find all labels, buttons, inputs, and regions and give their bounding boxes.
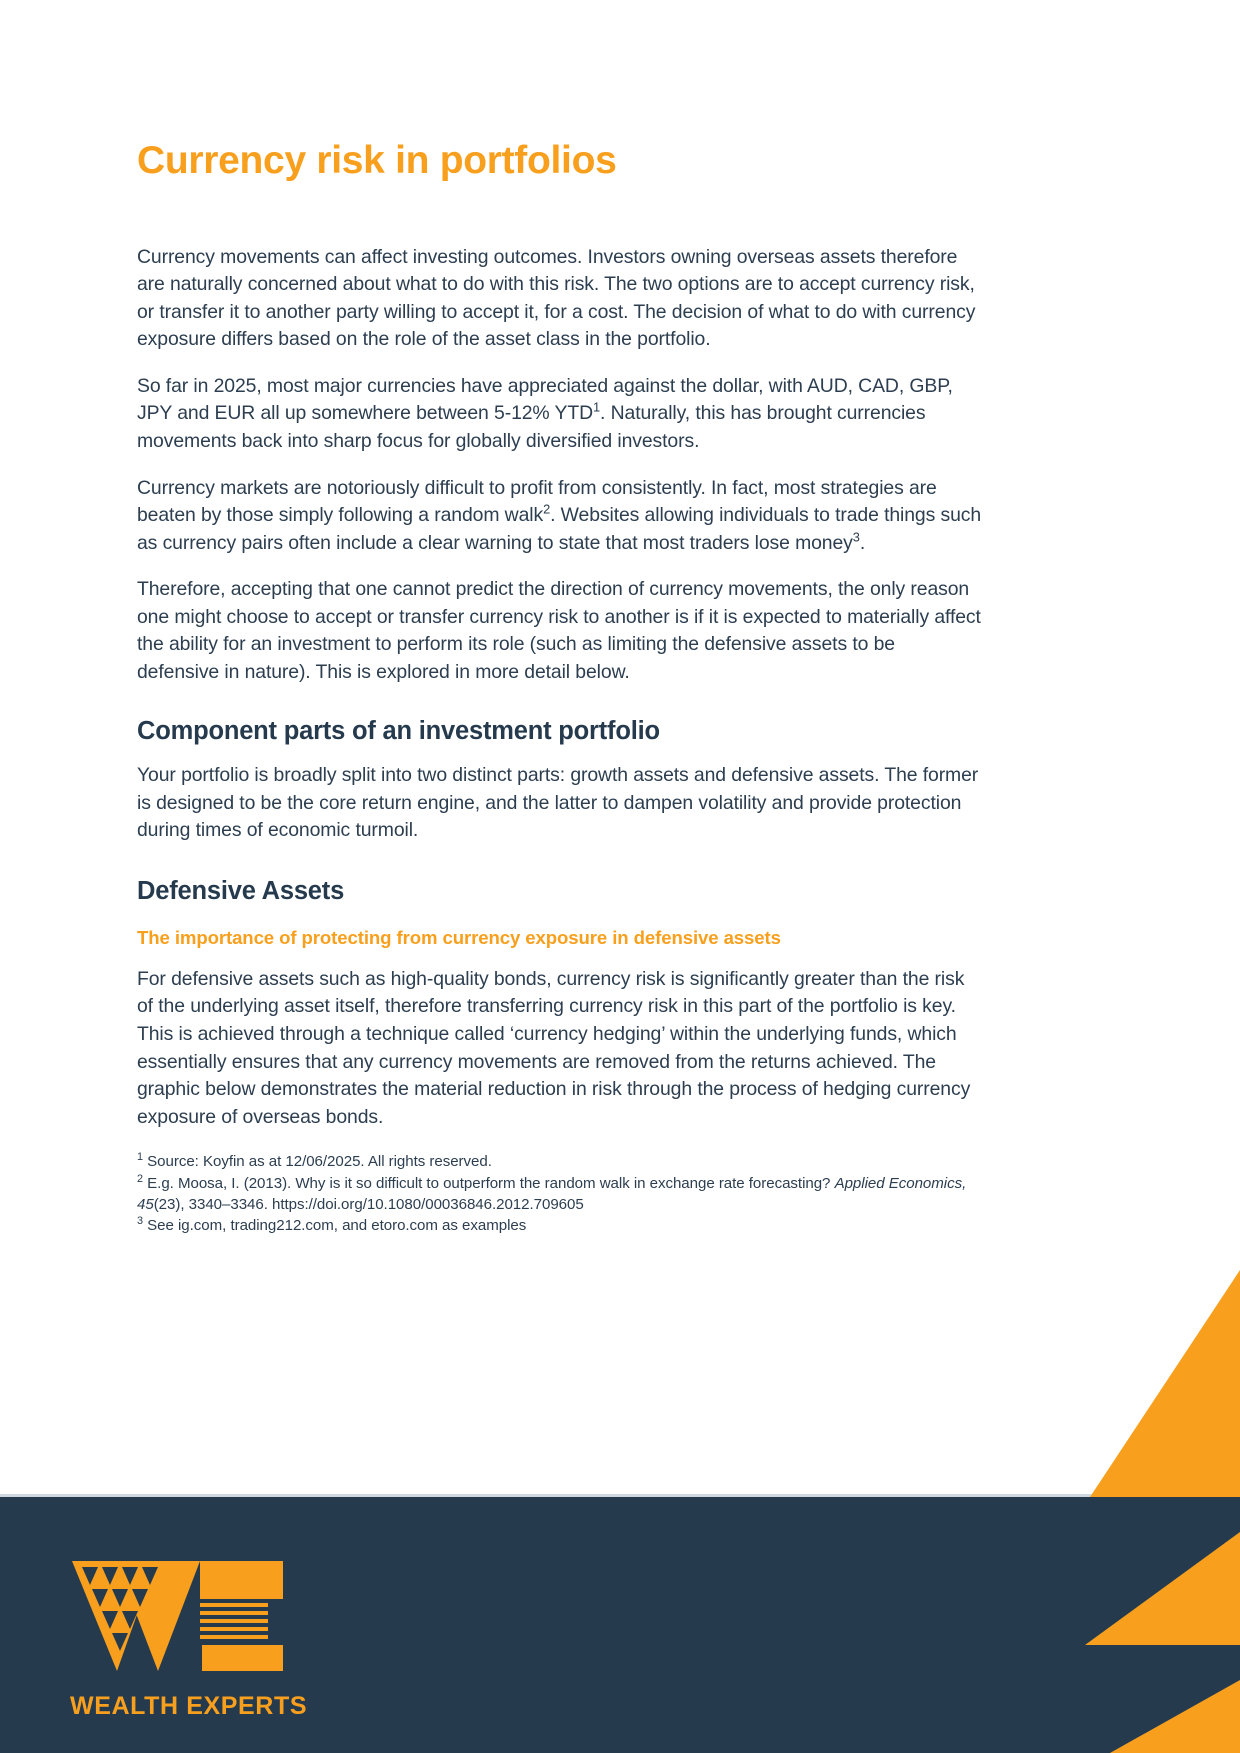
footnote-ref-1: 1 [593,399,601,415]
content-column [137,0,982,1237]
footnote-2-journal: Applied Economics [834,1174,963,1192]
paragraph-defensive-detail: For defensive assets such as high-quality bonds, currency risk is significantly greater than the risk of the underlying asset itself, therefore transferring currency risk in this part of the portfolio is key. This is achieved through a technique called ‘currency hedging’ within the underlying funds, which essentially ensures that any currency movements are removed from the returns achieved. The graphic below demonstrates the material reduction in risk through the process of hedging currency exposure of overseas bonds. [137,967,971,1128]
heading-component-parts: Component parts of an investment portfolio [137,717,660,746]
paragraph-2-text-a: So far in 2025, most major currencies have appreciated against the dollar, with AUD, CAD, GBP, JPY and EUR all up somewhere between 5-12% YTD [137,374,953,425]
footnote-1-number: 1 [137,1151,143,1164]
paragraph-therefore: Therefore, accepting that one cannot predict the direction of currency movements, the only reason one might choose to accept or transfer currency risk to another is if it is expected to materially affect the ability for an investment to perform its role (such as limiting the defensive assets to be defensive in nature). This is explored in more detail below. [137,578,981,683]
footnote-3-number: 3 [137,1215,143,1228]
footnote-2-number: 2 [137,1172,143,1185]
paragraph-intro: Currency movements can affect investing outcomes. Investors owning overseas assets therefore are naturally concerned about what to do with this risk. The two options are to accept currency risk, or transfer it to another party willing to accept it, for a cost. The decision of what to do with currency exposure differs based on the role of the asset class in the portfolio. [137,245,976,351]
paragraph-2-text-b: . Naturally, this has brought currencies movements back into sharp focus for globally diversified investors. [137,402,926,452]
paragraph-currency-appreciation [137,373,982,456]
decorative-triangles [980,0,1240,1753]
footnote-2-text-lead: E.g. Moosa, I. (2013). Why is it so difficult to outperform the random walk in exchange rate forecasting? [147,1174,835,1192]
paragraph-currency-markets [137,475,982,558]
paragraph-3-text-b: . Websites allowing individuals to trade things such as currency pairs often include a clear warning to state that most traders lose money [137,504,982,554]
heading-defensive-assets: Defensive Assets [137,876,345,905]
footnote-2 [137,1173,982,1216]
brand-wordmark: WEALTH EXPERTS [70,1692,308,1720]
footnote-1-text: Source: Koyfin as at 12/06/2025. All rights reserved. [147,1153,492,1171]
paragraph-3-text-c: . [859,531,866,554]
footnote-2-text-tail: (23), 3340–3346. https://doi.org/10.1080/00036846.2012.709605 [153,1196,584,1214]
footnote-ref-2: 2 [543,501,551,517]
subheading-importance-of-protecting: The importance of protecting from currency exposure in defensive assets [137,926,781,948]
page-title: Currency risk in portfolios [137,139,617,182]
footnote-1 [137,1151,982,1172]
footnote-3-text: See ig.com, trading212.com, and etoro.com as examples [147,1217,527,1235]
paragraph-portfolio-split: Your portfolio is broadly split into two distinct parts: growth assets and defensive assets. The former is designed to be the core return engine, and the latter to dampen volatility and provide protection during times of economic turmoil. [137,764,979,842]
footnote-3 [137,1215,982,1236]
body-copy [137,244,982,1237]
we-monogram-icon [70,1559,285,1679]
footnotes-block [137,1151,982,1237]
footnote-ref-3: 3 [852,529,860,545]
paragraph-3-text-a: Currency markets are notoriously difficult to profit from consistently. In fact, most strategies are beaten by those simply following a random walk [137,476,937,527]
footnote-2-volume: , 45 [137,1174,967,1214]
brand-logo [70,1559,307,1721]
